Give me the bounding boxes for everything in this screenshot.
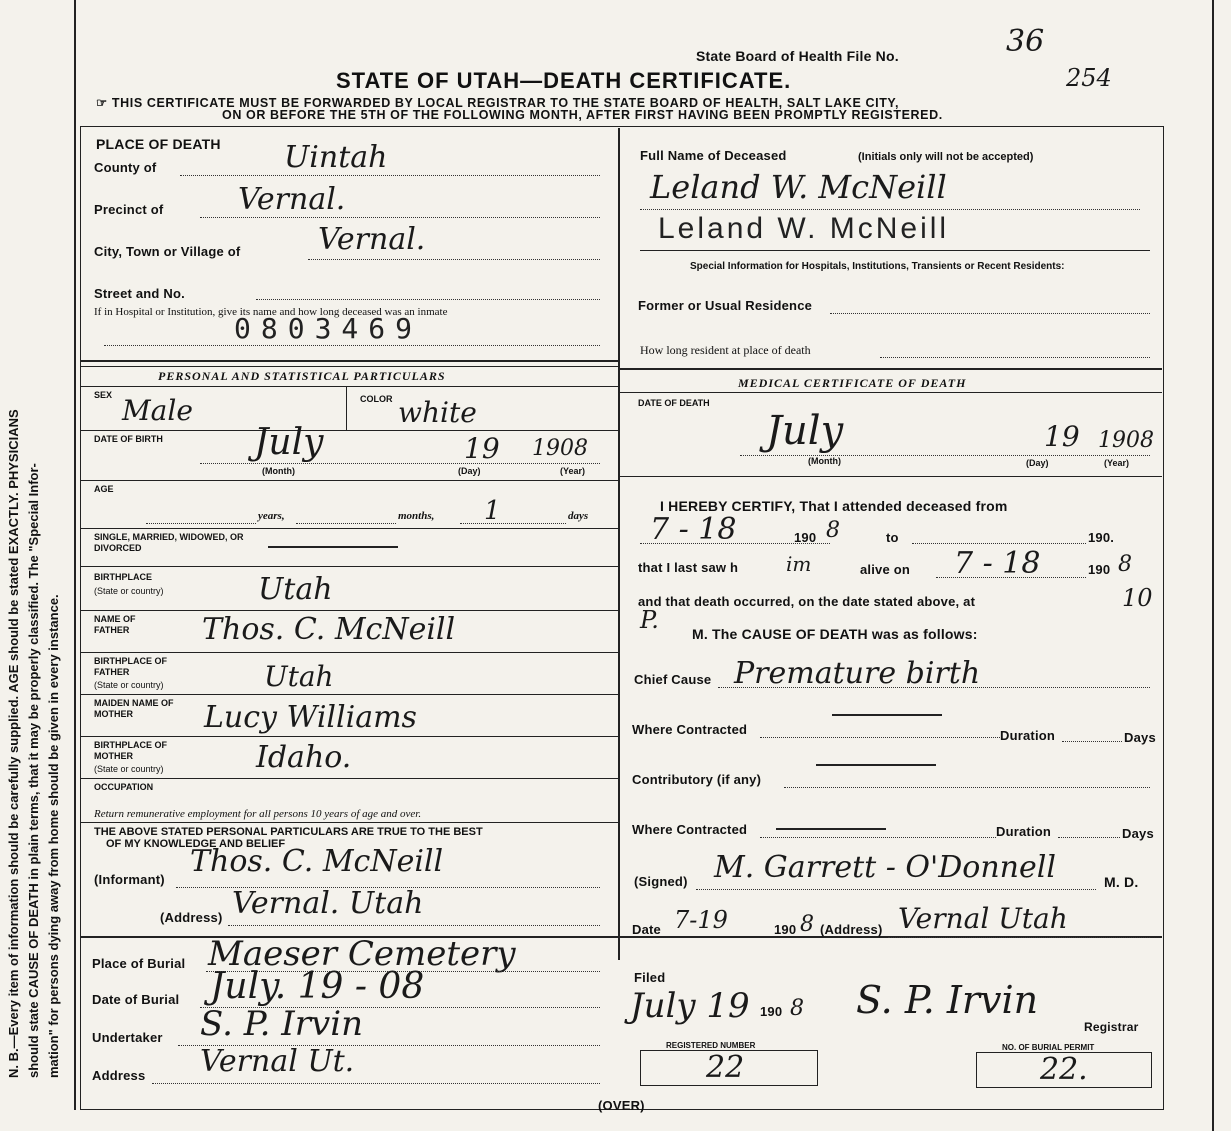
how-long-line	[880, 356, 1150, 358]
dod-line	[740, 454, 1150, 456]
sex-value: Male	[122, 394, 193, 427]
informant-address-label: (Address)	[160, 910, 223, 925]
file-no-extra: 254	[1066, 64, 1112, 92]
m-label: M. The CAUSE OF DEATH was as follows:	[692, 626, 978, 642]
side-note-line1: N. B.—Every item of information should be carefully supplied. AGE should be stated EXACTLY. PHYSICIANS	[6, 409, 21, 1078]
row-rule	[80, 430, 618, 431]
chief-cause-line	[718, 686, 1150, 688]
dob-day: 19	[464, 432, 500, 465]
dob-month-caption: (Month)	[262, 466, 295, 476]
name-bottom-rule	[640, 250, 1150, 251]
row-rule	[80, 386, 618, 387]
burial-permit-value: 22.	[1040, 1052, 1088, 1087]
personal-heading: PERSONAL AND STATISTICAL PARTICULARS	[158, 369, 446, 383]
contributory-label: Contributory (if any)	[632, 772, 762, 787]
name-line	[640, 208, 1140, 210]
county-line	[180, 174, 600, 176]
hospital-line	[104, 344, 600, 346]
city-label: City, Town or Village of	[94, 244, 241, 259]
stamp-number: 0803469	[234, 312, 423, 345]
mother-value: Lucy Williams	[204, 700, 417, 735]
row-rule	[80, 694, 618, 695]
where-contracted-line	[760, 736, 1000, 738]
alive-on-value: 7 - 18	[954, 546, 1041, 581]
where-contracted-dash	[832, 714, 942, 716]
mother-birthplace-sub: (State or country)	[94, 764, 164, 774]
precinct-value: Vernal.	[238, 182, 346, 217]
city-line	[308, 258, 600, 260]
where-contracted-2-dash	[776, 828, 886, 830]
age-months-line	[296, 522, 396, 524]
margin-rule	[74, 0, 76, 1110]
center-divider	[618, 128, 620, 960]
how-long-label: How long resident at place of death	[640, 343, 811, 357]
row-rule	[80, 652, 618, 653]
birthplace-value: Utah	[258, 572, 333, 607]
dob-label: DATE OF BIRTH	[94, 434, 163, 444]
father-label: NAME OF FATHER	[94, 614, 136, 635]
file-no-label: State Board of Health File No.	[696, 48, 899, 64]
burial-place-value: Maeser Cemetery	[208, 934, 516, 974]
color-label: COLOR	[360, 394, 393, 404]
mother-birthplace-label: BIRTHPLACE OF MOTHER	[94, 740, 167, 761]
informant-value: Thos. C. McNeill	[190, 844, 444, 879]
sex-label: SEX	[94, 390, 113, 400]
file-no-value: 36	[1006, 24, 1045, 59]
filed-year-value: 8	[790, 996, 804, 1021]
row-rule	[80, 778, 618, 779]
certify-line-1: THE ABOVE STATED PERSONAL PARTICULARS ARE TRUE TO THE BEST	[94, 826, 483, 838]
dob-day-caption: (Day)	[458, 466, 481, 476]
to-year: 190.	[1088, 530, 1115, 545]
dob-month: July	[254, 422, 324, 463]
informant-address-value: Vernal. Utah	[232, 886, 424, 921]
date-year: 190	[774, 922, 797, 937]
undertaker-label: Undertaker	[92, 1030, 163, 1045]
place-bottom-rule	[80, 360, 618, 362]
days-2-label: Days	[1122, 826, 1154, 841]
alive-on-line	[936, 576, 1086, 578]
hospital-label: If in Hospital or Institution, give its name and how long deceased was an inmate	[94, 306, 448, 318]
place-bottom-rule-2	[80, 366, 618, 367]
certificate-title: STATE OF UTAH—DEATH CERTIFICATE.	[336, 68, 792, 93]
age-months-label: months,	[398, 510, 435, 522]
filed-label: Filed	[634, 970, 666, 985]
color-value: white	[398, 396, 477, 429]
duration-label: Duration	[1000, 728, 1056, 743]
alive-year: 190	[1088, 562, 1111, 577]
right-border	[1212, 0, 1214, 1131]
street-label: Street and No.	[94, 286, 185, 301]
marital-dash	[268, 546, 398, 548]
row-rule	[80, 566, 618, 567]
medical-heading: MEDICAL CERTIFICATE OF DEATH	[738, 376, 967, 390]
last-saw-pronoun: im	[786, 552, 812, 576]
date-value: 7-19	[674, 906, 728, 934]
mother-birthplace-value: Idaho.	[256, 740, 352, 775]
occurred-text: and that death occurred, on the date stated above, at	[638, 594, 976, 609]
dod-year-caption: (Year)	[1104, 458, 1130, 468]
burial-date-value: July. 19 - 08	[210, 966, 425, 1007]
dod-month: July	[766, 408, 844, 454]
birthplace-label: BIRTHPLACE	[94, 572, 152, 582]
filed-year: 190	[760, 1004, 783, 1019]
occupation-note: Return remunerative employment for all persons 10 years of age and over.	[94, 808, 422, 820]
side-note-line3: mation" for persons dying away from home should be given in every instance.	[46, 594, 61, 1078]
county-value: Uintah	[284, 140, 388, 175]
filed-value: July 19	[630, 986, 750, 1026]
father-birthplace-value: Utah	[264, 660, 334, 693]
from-year-value: 8	[826, 518, 840, 543]
signed-value: M. Garrett - O'Donnell	[714, 850, 1056, 885]
dob-year-caption: (Year)	[560, 466, 586, 476]
notice-line-1: ☞ THIS CERTIFICATE MUST BE FORWARDED BY LOCAL REGISTRAR TO THE STATE BOARD OF HEALTH, SALT LAKE CITY,	[96, 96, 900, 110]
duration-2-line	[1058, 836, 1120, 838]
where-contracted-label: Where Contracted	[632, 722, 748, 737]
sign-address-value: Vernal Utah	[898, 902, 1068, 935]
dob-year: 1908	[532, 436, 588, 461]
name-note: (Initials only will not be accepted)	[858, 151, 1034, 163]
where-contracted-2-label: Where Contracted	[632, 822, 748, 837]
dod-month-caption: (Month)	[808, 456, 841, 466]
signed-line	[696, 888, 1096, 890]
date-year-value: 8	[800, 912, 814, 937]
from-value: 7 - 18	[650, 512, 737, 547]
signed-label: (Signed)	[634, 874, 688, 889]
age-days-line	[460, 522, 566, 524]
dod-year: 1908	[1098, 428, 1154, 453]
age-years-line	[146, 522, 256, 524]
name-handwritten: Leland W. McNeill	[650, 168, 947, 206]
precinct-label: Precinct of	[94, 202, 164, 217]
ampm-value: P.	[640, 606, 659, 634]
medical-heading-rule	[620, 392, 1162, 393]
days-label: Days	[1124, 730, 1156, 745]
dod-day-caption: (Day)	[1026, 458, 1049, 468]
former-residence-label: Former or Usual Residence	[638, 298, 813, 313]
dod-bottom-rule	[620, 476, 1162, 477]
name-label: Full Name of Deceased	[640, 148, 787, 163]
over-label: (OVER)	[598, 1098, 645, 1113]
row-rule	[80, 736, 618, 737]
place-heading: PLACE OF DEATH	[96, 136, 221, 152]
dod-day: 19	[1044, 420, 1080, 453]
age-days-label: days	[568, 510, 589, 522]
marital-label: SINGLE, MARRIED, WIDOWED, OR DIVORCED	[94, 532, 244, 553]
street-line	[256, 298, 600, 300]
age-years-label: years,	[258, 510, 285, 522]
informant-label: (Informant)	[94, 872, 165, 887]
burial-place-label: Place of Burial	[92, 956, 186, 971]
alive-on-label: alive on	[860, 562, 911, 577]
from-year: 190	[794, 530, 817, 545]
dob-line	[200, 462, 600, 464]
age-label: AGE	[94, 484, 114, 494]
alive-year-value: 8	[1118, 552, 1132, 577]
former-residence-line	[830, 312, 1150, 314]
age-days-value: 1	[484, 496, 501, 526]
sign-address-line	[888, 936, 1150, 938]
duration-line	[1062, 740, 1122, 742]
last-saw-label: that I last saw h	[638, 560, 739, 575]
occupation-label: OCCUPATION	[94, 782, 154, 792]
certify-text: I HEREBY CERTIFY, That I attended deceased from	[660, 498, 1008, 514]
undertaker-value: S. P. Irvin	[200, 1004, 363, 1044]
row-rule	[80, 480, 618, 481]
father-value: Thos. C. McNeill	[202, 612, 456, 647]
birthplace-sub: (State or country)	[94, 586, 164, 596]
notice-line-2: ON OR BEFORE THE 5TH OF THE FOLLOWING MONTH, AFTER FIRST HAVING BEEN PROMPTLY REGISTERED.	[222, 108, 943, 122]
father-birthplace-label: BIRTHPLACE OF FATHER	[94, 656, 167, 677]
sign-address-label: (Address)	[820, 922, 883, 937]
sex-color-divider	[346, 386, 347, 430]
date-label: Date	[632, 922, 661, 937]
hour-value: 10	[1122, 584, 1153, 612]
row-rule	[80, 822, 618, 823]
row-rule	[80, 610, 618, 611]
reg-number-value: 22	[706, 1050, 745, 1085]
mother-label: MAIDEN NAME OF MOTHER	[94, 698, 174, 719]
chief-cause-value: Premature birth	[734, 656, 981, 691]
registrar-signature: S. P. Irvin	[856, 978, 1039, 1022]
row-rule	[80, 528, 618, 529]
dod-label: DATE OF DEATH	[638, 398, 710, 408]
county-label: County of	[94, 160, 157, 175]
certify-line-2: OF MY KNOWLEDGE AND BELIEF	[106, 838, 286, 850]
burial-address-line	[152, 1082, 600, 1084]
side-note-line2: should state CAUSE OF DEATH in plain terms, that it may be properly classified. The "Special Infor-	[26, 463, 41, 1078]
informant-address-line	[228, 924, 600, 926]
burial-address-value: Vernal Ut.	[200, 1044, 355, 1079]
name-printed: Leland W. McNeill	[658, 212, 950, 245]
contributory-line	[784, 786, 1150, 788]
burial-date-label: Date of Burial	[92, 992, 180, 1007]
burial-permit-label: NO. OF BURIAL PERMIT	[1002, 1043, 1095, 1052]
father-birthplace-sub: (State or country)	[94, 680, 164, 690]
burial-address-label: Address	[92, 1068, 146, 1083]
reg-number-label: REGISTERED NUMBER	[666, 1041, 756, 1050]
chief-cause-label: Chief Cause	[634, 672, 712, 687]
special-info-label: Special Information for Hospitals, Institutions, Transients or Recent Residents:	[690, 261, 1065, 272]
registrar-label: Registrar	[1084, 1020, 1139, 1034]
where-contracted-2-line	[760, 836, 996, 838]
contributory-dash	[816, 764, 936, 766]
medical-top-rule	[620, 368, 1162, 370]
md-label: M. D.	[1104, 874, 1139, 890]
city-value: Vernal.	[318, 222, 426, 257]
to-label: to	[886, 530, 899, 545]
to-line	[912, 542, 1086, 544]
duration-2-label: Duration	[996, 824, 1052, 839]
